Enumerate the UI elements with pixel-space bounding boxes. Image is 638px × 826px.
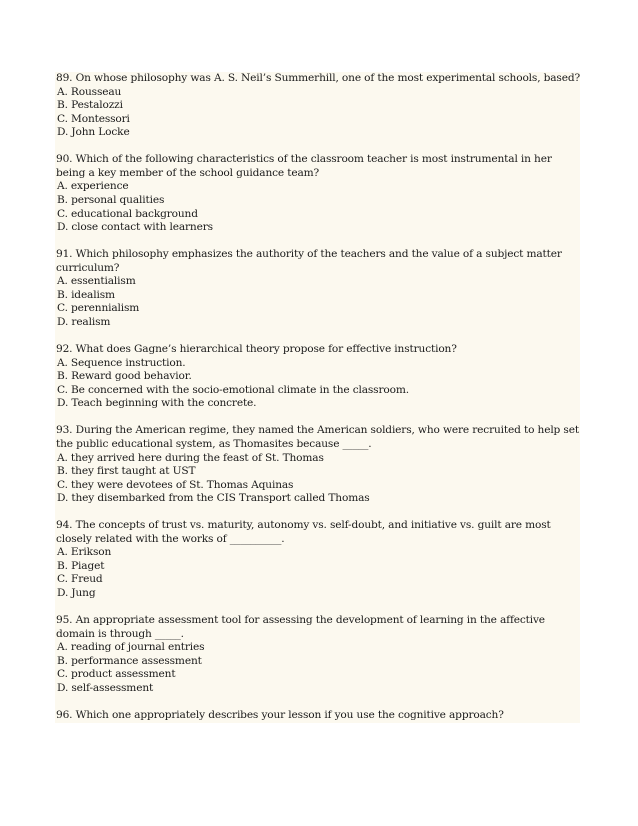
option-list bbox=[55, 275, 580, 329]
option-d: D. realism bbox=[57, 315, 111, 328]
question-95 bbox=[55, 614, 580, 695]
option-a: A. experience bbox=[57, 180, 129, 193]
option-list bbox=[55, 86, 580, 140]
option-b: B. they first taught at UST bbox=[57, 465, 196, 478]
question-text: 93. During the American regime, they named the American soldiers, who were recruited to help set the public educational system, as Thomasites because _____. bbox=[56, 424, 579, 450]
question-text: 92. What does Gagne’s hierarchical theory propose for effective instruction? bbox=[56, 343, 457, 356]
option-a: A. essentialism bbox=[57, 275, 136, 288]
option-list bbox=[55, 357, 580, 411]
option-c: C. product assessment bbox=[57, 668, 176, 681]
option-b: B. idealism bbox=[57, 288, 115, 301]
option-d: D. self-assessment bbox=[57, 681, 154, 694]
option-list bbox=[55, 546, 580, 600]
question-text: 91. Which philosophy emphasizes the authority of the teachers and the value of a subject matter curriculum? bbox=[56, 248, 562, 274]
question-text: 95. An appropriate assessment tool for assessing the development of learning in the affective domain is through _____. bbox=[56, 614, 545, 640]
option-a: A. Sequence instruction. bbox=[57, 356, 186, 369]
option-d: D. John Locke bbox=[57, 126, 130, 139]
option-d: D. they disembarked from the CIS Transport called Thomas bbox=[57, 492, 370, 505]
question-96 bbox=[55, 709, 580, 723]
option-list bbox=[55, 452, 580, 506]
question-93 bbox=[55, 424, 580, 505]
option-a: A. they arrived here during the feast of St. Thomas bbox=[57, 451, 324, 464]
question-89 bbox=[55, 72, 580, 140]
question-91 bbox=[55, 248, 580, 329]
option-c: C. Freud bbox=[57, 573, 103, 586]
question-text: 90. Which of the following characteristics of the classroom teacher is most instrumental in her being a key member of the school guidance team? bbox=[56, 153, 552, 179]
option-c: C. they were devotees of St. Thomas Aquinas bbox=[57, 478, 294, 491]
option-b: B. Reward good behavior. bbox=[57, 370, 192, 383]
option-c: C. educational background bbox=[57, 207, 198, 220]
option-list bbox=[55, 641, 580, 695]
option-d: D. Jung bbox=[57, 587, 96, 600]
option-a: A. Rousseau bbox=[57, 85, 122, 98]
question-text: 96. Which one appropriately describes your lesson if you use the cognitive approach? bbox=[56, 709, 504, 722]
option-d: D. close contact with learners bbox=[57, 221, 213, 234]
question-92 bbox=[55, 343, 580, 411]
option-c: C. Be concerned with the socio-emotional climate in the classroom. bbox=[57, 383, 409, 396]
option-c: C. Montessori bbox=[57, 112, 130, 125]
option-a: A. Erikson bbox=[57, 546, 112, 559]
option-d: D. Teach beginning with the concrete. bbox=[57, 397, 257, 410]
option-b: B. Pestalozzi bbox=[57, 99, 123, 112]
option-b: B. Piaget bbox=[57, 559, 105, 572]
option-list bbox=[55, 180, 580, 234]
option-c: C. perennialism bbox=[57, 302, 140, 315]
question-list bbox=[55, 72, 580, 723]
question-94 bbox=[55, 519, 580, 600]
question-text: 94. The concepts of trust vs. maturity, autonomy vs. self-doubt, and initiative vs. guilt are most closely related with the works of __________. bbox=[56, 519, 551, 545]
option-b: B. personal qualities bbox=[57, 193, 165, 206]
question-90 bbox=[55, 153, 580, 234]
option-b: B. performance assessment bbox=[57, 654, 202, 667]
option-a: A. reading of journal entries bbox=[57, 641, 205, 654]
question-text: 89. On whose philosophy was A. S. Neil’s Summerhill, one of the most experimental schools, based? bbox=[56, 72, 581, 84]
